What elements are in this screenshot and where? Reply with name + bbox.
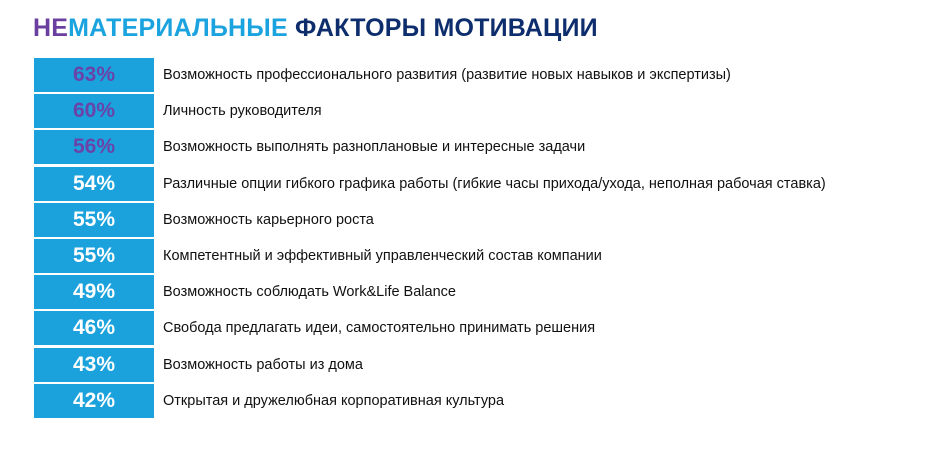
- factor-percent-badge: 49%: [34, 275, 154, 309]
- factor-row: [34, 94, 904, 128]
- page-title: [33, 12, 598, 44]
- factor-label: Возможность выполнять разноплановые и интересные задачи: [163, 139, 586, 156]
- factor-label: Различные опции гибкого графика работы (гибкие часы прихода/ухода, неполная рабочая ставка): [163, 175, 826, 192]
- factor-label: Возможность профессионального развития (развитие новых навыков и экспертизы): [163, 67, 731, 83]
- title-word-intangible: МАТЕРИАЛЬНЫЕ: [68, 14, 288, 42]
- factor-row: [34, 348, 904, 382]
- factor-label: Возможность карьерного роста: [163, 211, 374, 228]
- factor-percent-badge: 46%: [34, 311, 154, 345]
- factors-list: [34, 58, 904, 420]
- factor-percent-badge: 63%: [34, 58, 154, 92]
- factor-label: Личность руководителя: [163, 103, 322, 120]
- factor-row: [34, 203, 904, 237]
- factor-percent-badge: 56%: [34, 130, 154, 164]
- factor-row: [34, 167, 904, 201]
- factor-percent-badge: 55%: [34, 203, 154, 237]
- factor-row: [34, 130, 904, 164]
- title-prefix: НЕ: [33, 14, 69, 42]
- factor-percent-badge: 54%: [34, 167, 154, 201]
- factor-percent-badge: 43%: [34, 348, 154, 382]
- factor-row: [34, 384, 904, 418]
- factor-label: Возможность работы из дома: [163, 356, 363, 373]
- factor-label: Свобода предлагать идеи, самостоятельно принимать решения: [163, 320, 596, 337]
- factor-label: Компетентный и эффективный управленческий состав компании: [163, 247, 602, 264]
- factor-label: Открытая и дружелюбная корпоративная культура: [163, 392, 505, 409]
- factor-row: [34, 58, 904, 92]
- factor-percent-badge: 55%: [34, 239, 154, 273]
- factor-row: [34, 239, 904, 273]
- factor-percent-badge: 42%: [34, 384, 154, 418]
- factor-row: [34, 311, 904, 345]
- factor-row: [34, 275, 904, 309]
- factor-label: Возможность соблюдать Work&Life Balance: [163, 284, 456, 301]
- title-rest: ФАКТОРЫ МОТИВАЦИИ: [295, 14, 598, 42]
- factor-percent-badge: 60%: [34, 94, 154, 128]
